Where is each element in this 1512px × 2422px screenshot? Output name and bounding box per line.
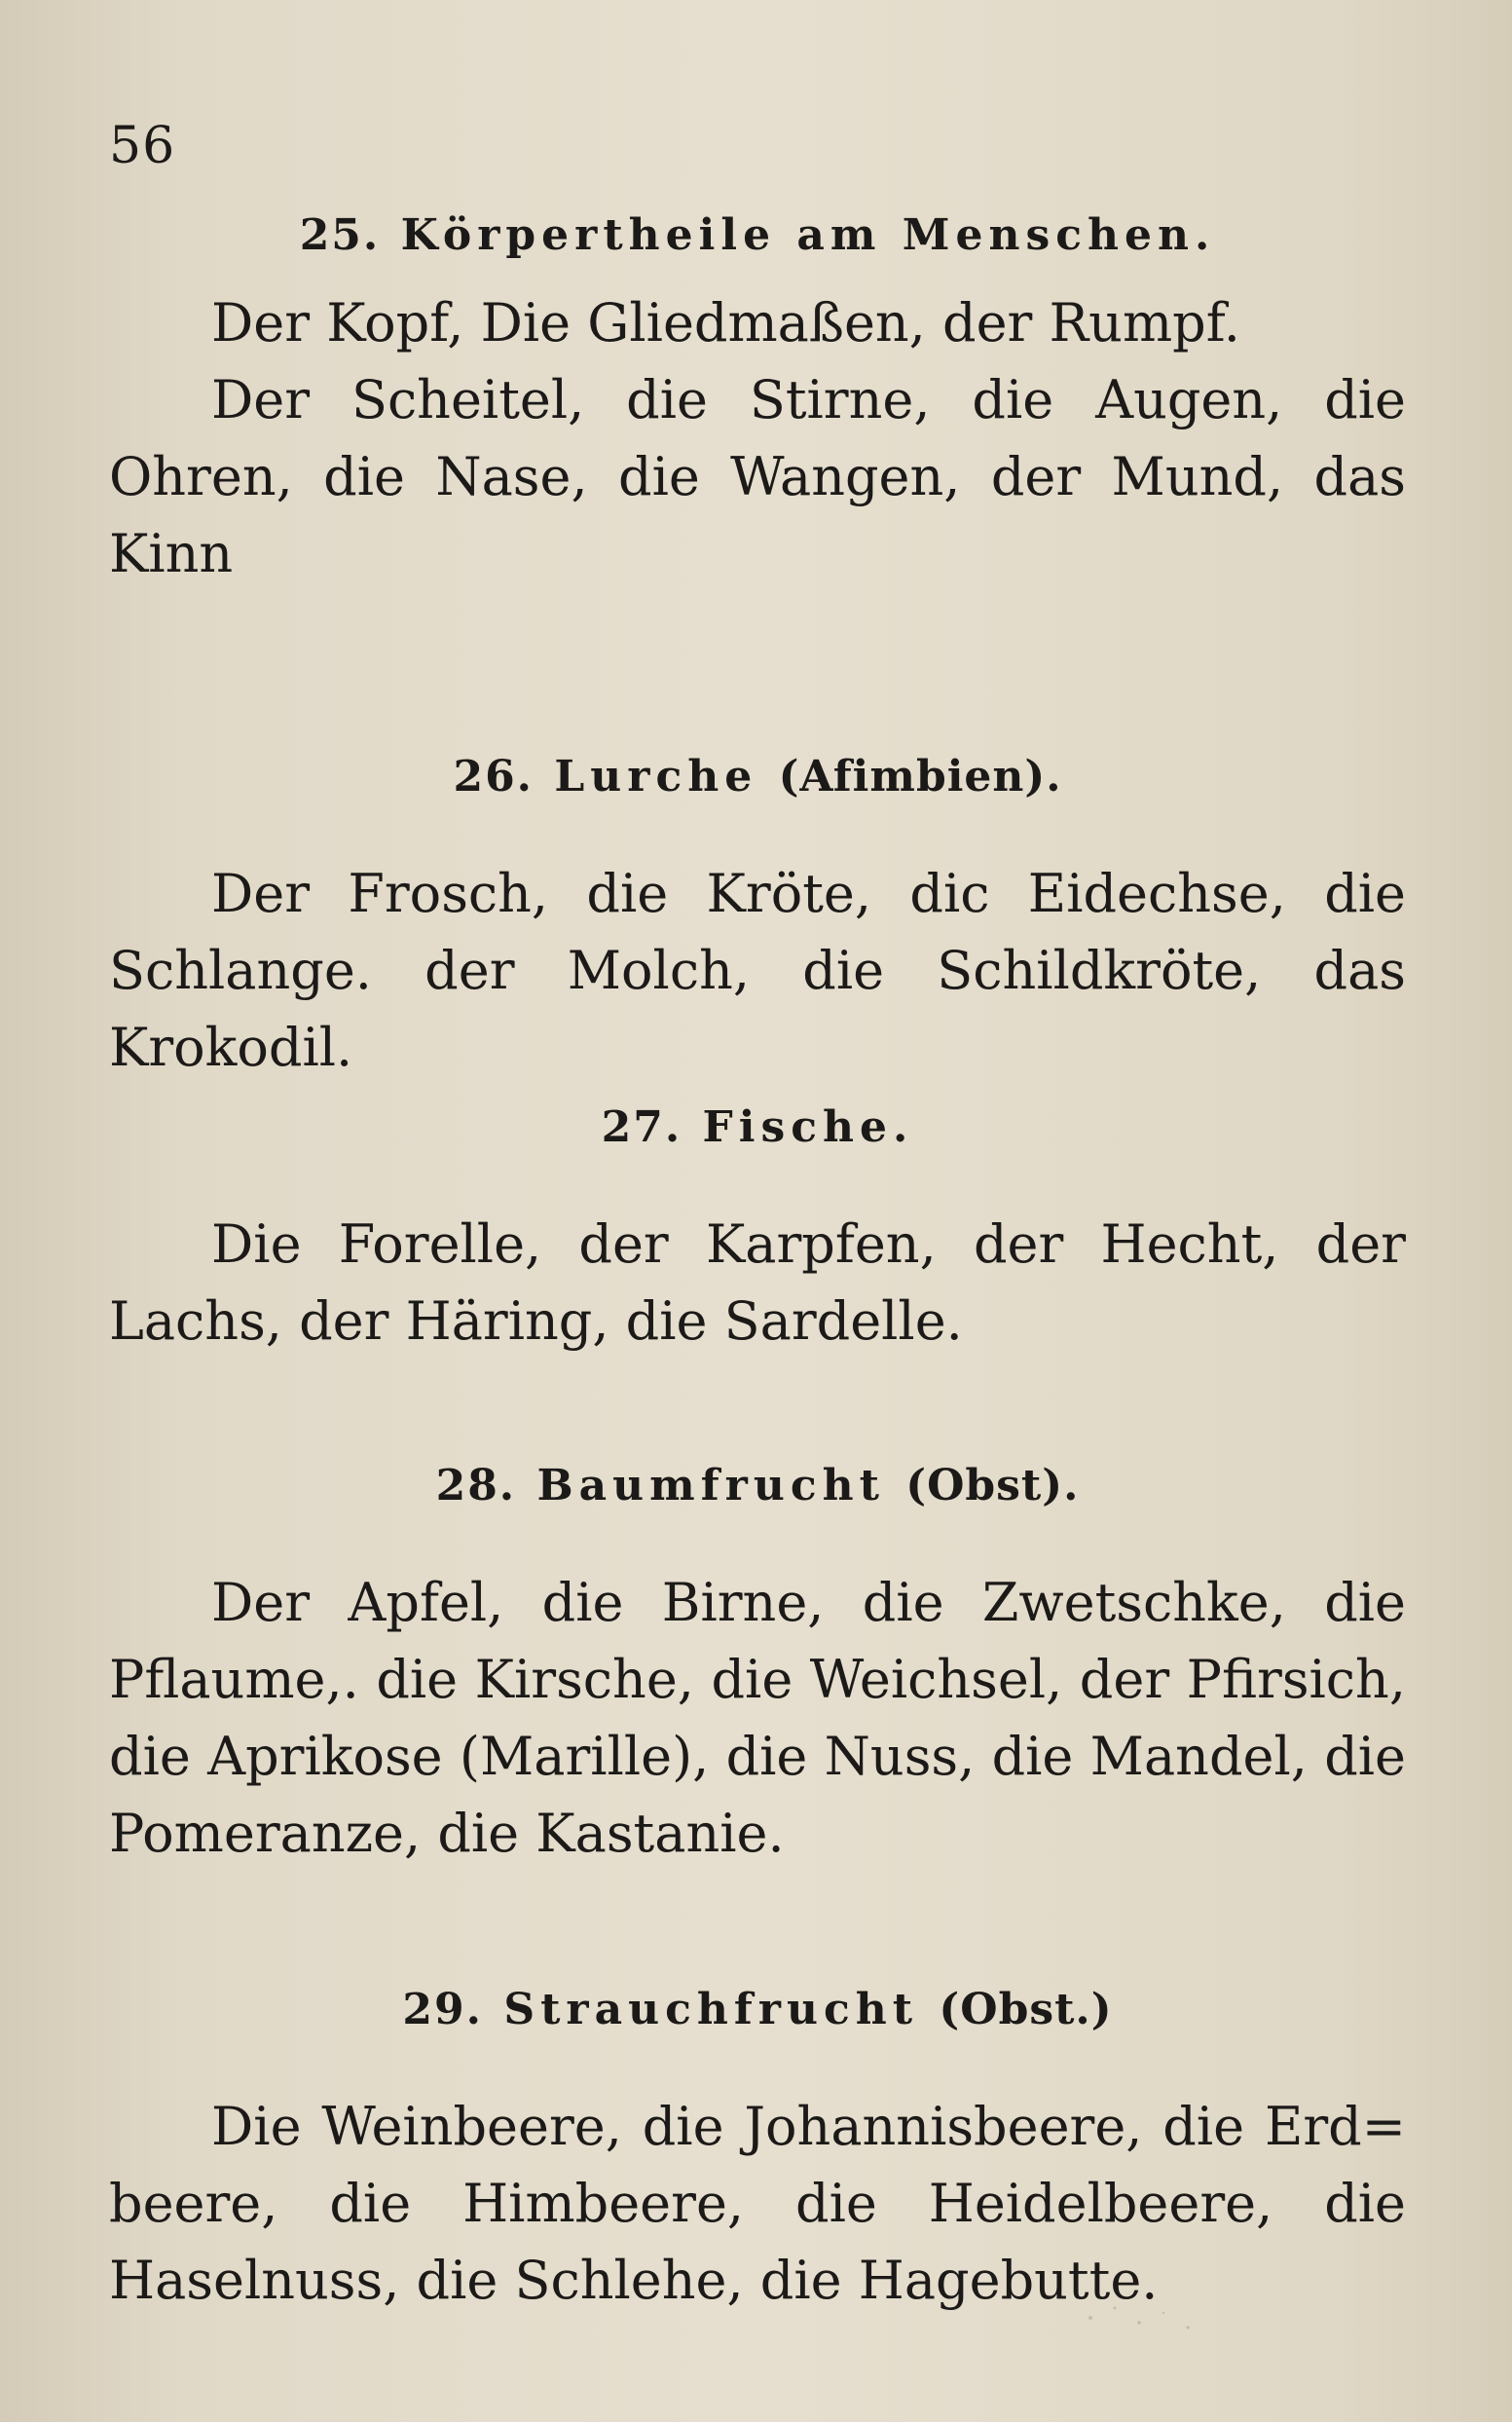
section-heading <box>109 1099 1406 1157</box>
section-subtitle: (Afimbien). <box>778 752 1062 801</box>
paragraph-text: Die Forelle, der Karpfen, der Hecht, der Lachs, der Häring, die Sardelle. <box>109 1213 1406 1352</box>
paper-speckle <box>1071 2289 1207 2347</box>
paragraph-text: Der Scheitel, die Stirne, die Augen, die Ohren, die Nase, die Wangen, der Mund, das Kinn <box>109 369 1406 584</box>
section-heading <box>109 1457 1406 1515</box>
section-29 <box>109 1981 1406 2319</box>
paragraph-text: Der Frosch, die Kröte, dic Eidechse, die Schlange. der Molch, die Schildkröte, das Krokodil. <box>109 863 1406 1078</box>
section-heading <box>109 1981 1406 2039</box>
section-26 <box>109 748 1406 1086</box>
paragraph <box>109 2088 1406 2319</box>
section-subtitle: (Obst.) <box>939 1985 1113 2034</box>
section-title: Baumfrucht <box>536 1461 885 1510</box>
section-title: Lurche <box>554 752 758 801</box>
section-number: 26. <box>453 752 535 801</box>
section-number: 28. <box>435 1461 517 1510</box>
paragraph-text: Die Weinbeere, die Johannisbeere, die Erd= beere, die Himbeere, die Heidelbeere, die Haselnuss, die Schlehe, die Hagebutte. <box>109 2096 1406 2311</box>
section-25 <box>109 206 1406 592</box>
paragraph <box>109 1206 1406 1360</box>
paragraph <box>109 361 1406 592</box>
section-27 <box>109 1099 1406 1360</box>
section-subtitle: (Obst). <box>905 1461 1080 1510</box>
paragraph-text: Der Kopf, Die Gliedmaßen, der Rumpf. <box>211 292 1240 354</box>
page-number: 56 <box>109 117 176 175</box>
section-number: 27. <box>601 1102 682 1152</box>
section-title: Strauchfrucht <box>503 1985 919 2034</box>
section-heading <box>109 206 1406 265</box>
section-28 <box>109 1457 1406 1872</box>
section-title: Körpertheile am Menschen. <box>400 210 1216 260</box>
section-heading <box>109 748 1406 806</box>
section-title: Fische. <box>702 1102 914 1152</box>
paragraph-text: Der Apfel, die Birne, die Zwetschke, die Pflaume,. die Kirsche, die Weichsel, der Pfirsich, die Aprikose (Marille), die Nuss, die Mandel, die Pomeranze, die Kastanie. <box>109 1572 1406 1864</box>
section-number: 29. <box>402 1985 483 2034</box>
paragraph <box>109 855 1406 1086</box>
section-number: 25. <box>299 210 381 260</box>
paragraph <box>109 1564 1406 1872</box>
paragraph <box>109 284 1406 361</box>
